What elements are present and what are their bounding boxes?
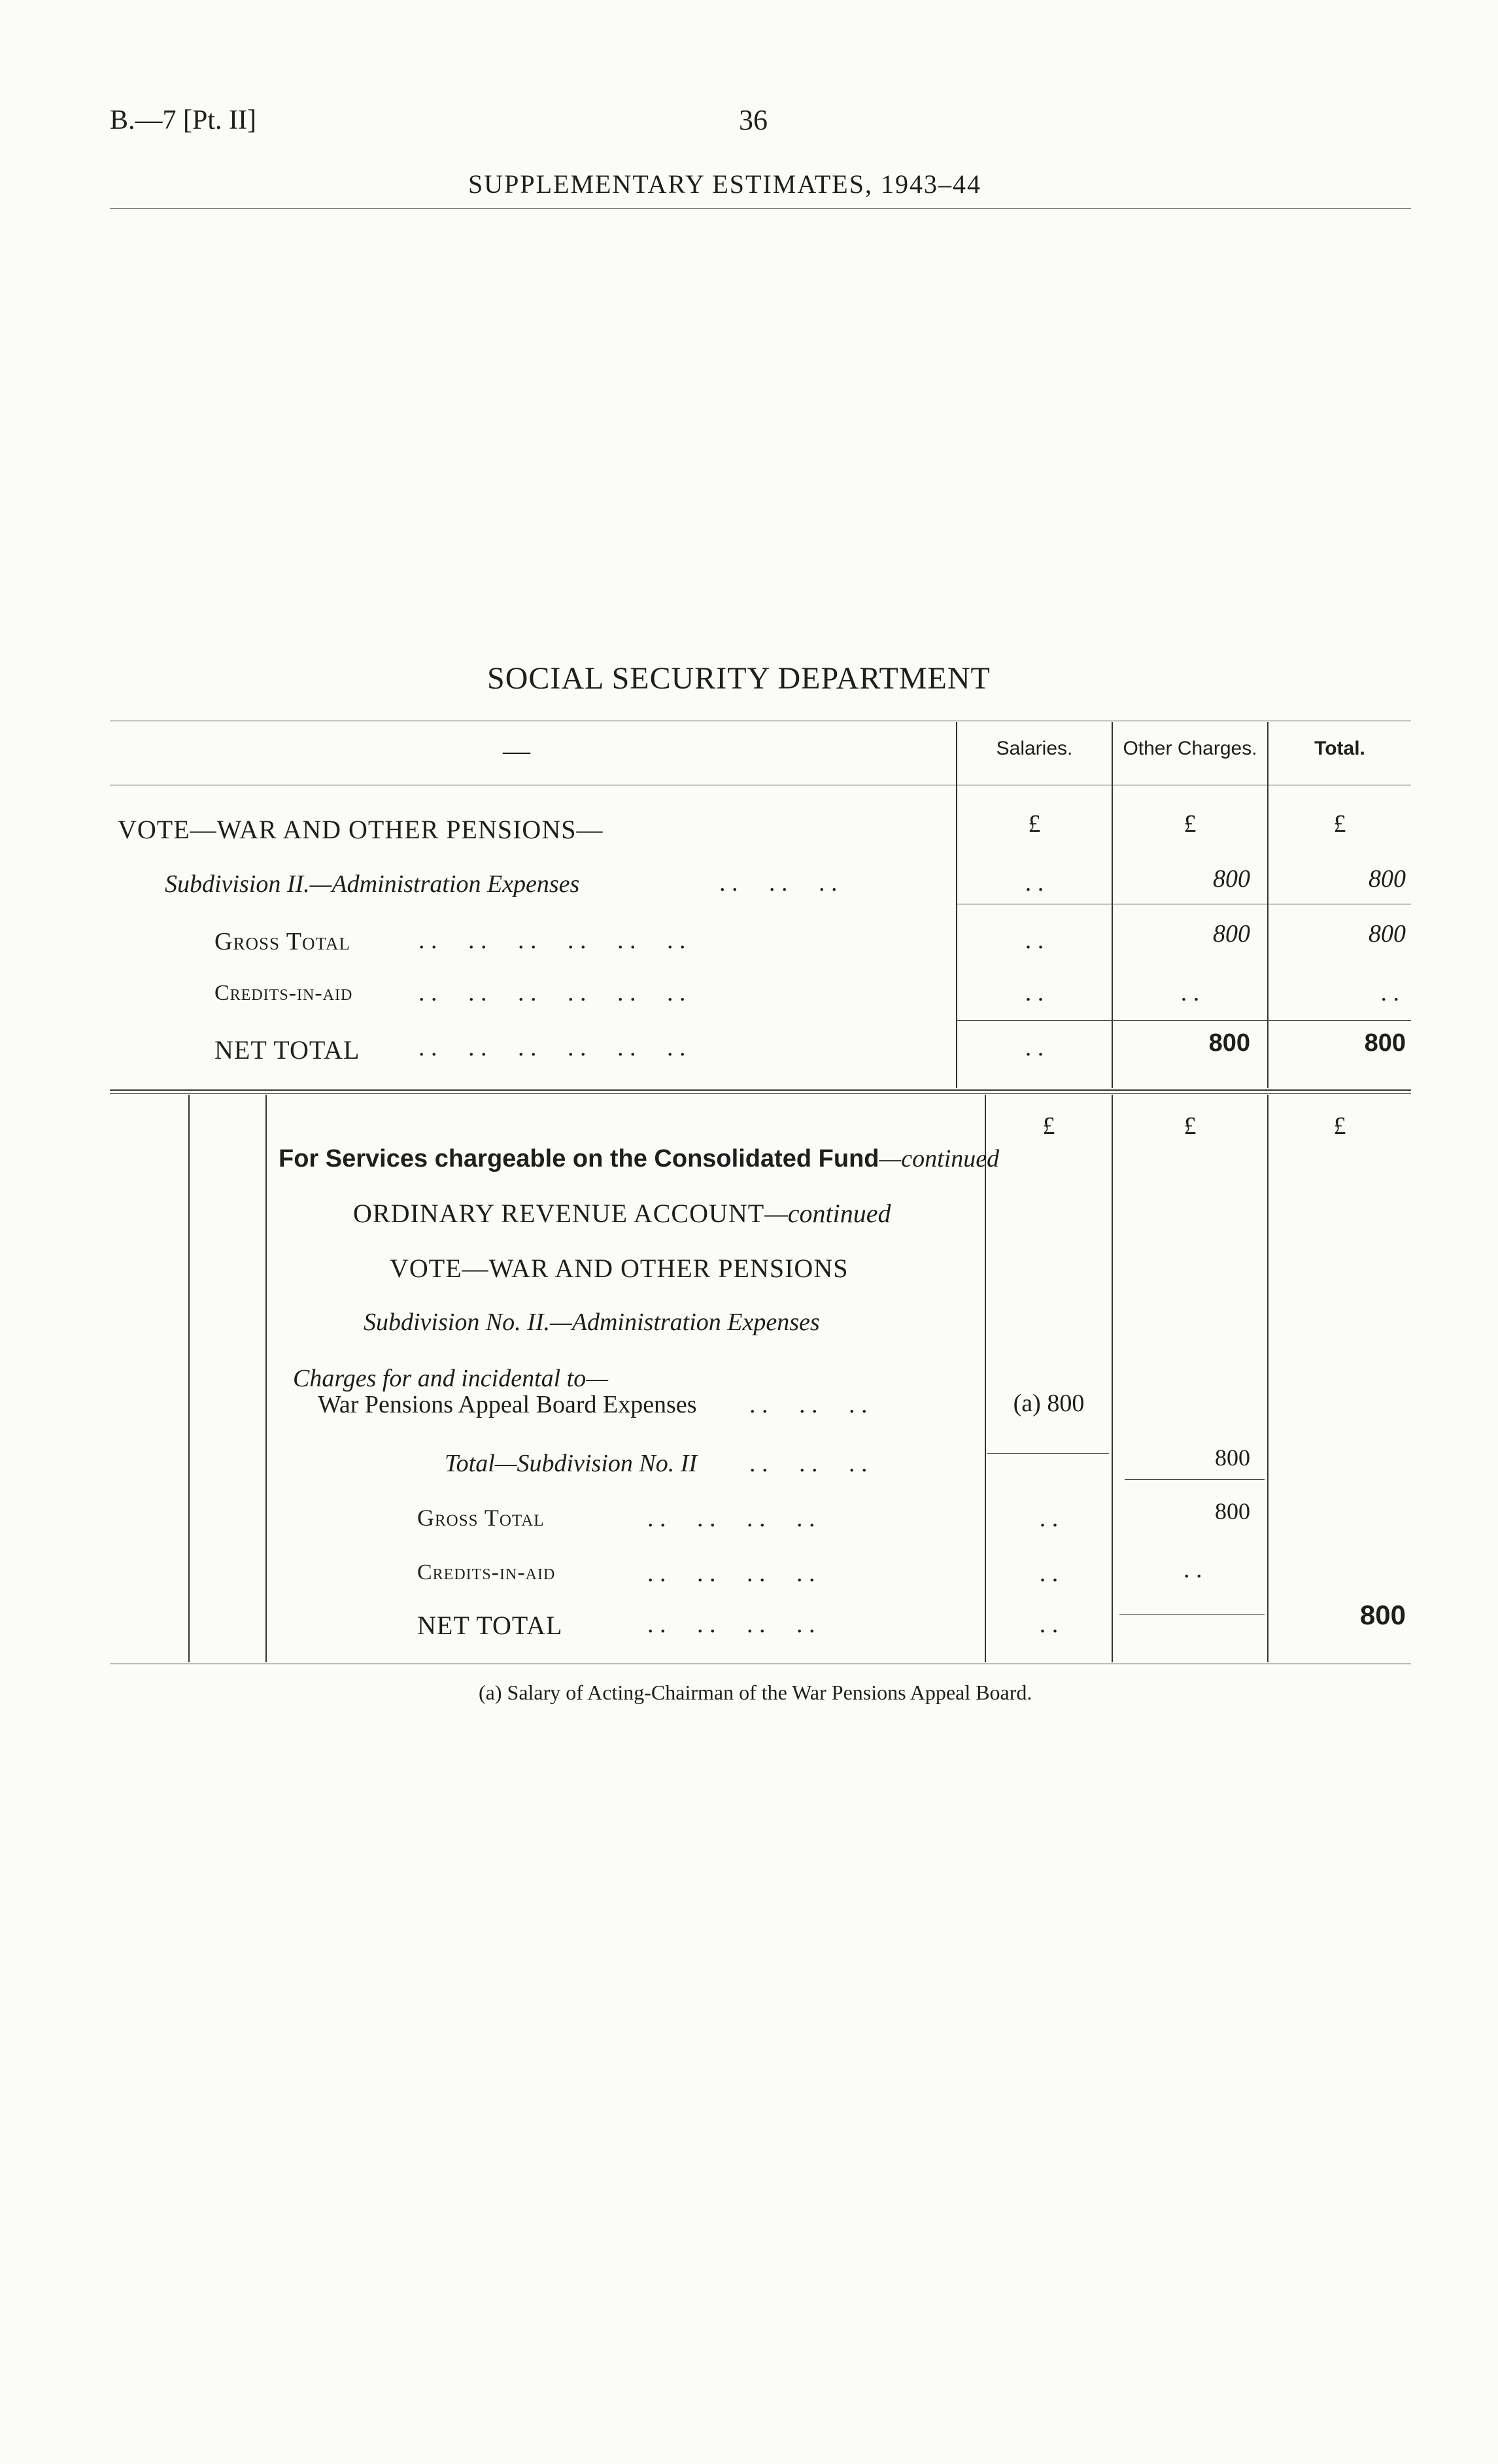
row-credits-label: Credits-in-aid [214,981,353,1005]
table2-subdivision-heading: Subdivision No. II.—Administration Expenses [364,1309,820,1336]
row-subdivision-leader: . . . . . . [719,869,838,897]
table2-gross-total-leader: . . . . . . . . [647,1505,815,1532]
row-gross-total-leader: . . . . . . . . . . . . [418,927,686,954]
running-title: SUPPLEMENTARY ESTIMATES, 1943–44 [468,169,981,199]
account-continued: —continued [764,1199,891,1228]
currency-other: £ [1183,810,1197,838]
row-credits-salaries: . . [1025,979,1044,1006]
row-subdivision-label: Subdivision II.—Administration Expenses [165,870,580,898]
table2-gross-total-label: Gross Total [417,1505,545,1531]
item-war-pensions-salaries: (a) 800 [1013,1390,1085,1417]
currency-salaries: £ [1028,810,1041,838]
table2-left-rule-1 [188,1095,190,1662]
table2-left-rule-2 [265,1095,267,1662]
table2-net-total-total: 800 [1359,1600,1406,1630]
table2-credits-salaries: . . [1039,1560,1059,1587]
row-net-total-leader: . . . . . . . . . . . . [418,1034,686,1061]
row-gross-total-other: 800 [1213,920,1250,948]
footnote: (a) Salary of Acting-Chairman of the War Pensions Appeal Board. [479,1681,1032,1704]
header-rule [110,208,1411,209]
row-credits-other: . . [1180,979,1200,1006]
currency-total: £ [1333,810,1346,838]
item-war-pensions-leader: . . . . . . [749,1391,868,1418]
total-header: Total. [1314,738,1365,759]
table1-bottom-rule [110,1089,1411,1091]
consolidated-fund-heading [279,1144,999,1173]
table2-col-rule-3 [1267,1095,1268,1662]
consolidated-fund-heading-text: For Services chargeable on the Consolidated Fund [279,1145,879,1172]
table2-credits-other: . . [1183,1556,1202,1583]
table1-title: SOCIAL SECURITY DEPARTMENT [487,661,991,696]
table2-top-rule [110,1093,1411,1094]
table2-credits-label: Credits-in-aid [417,1560,556,1584]
table2-vote-heading: VOTE—WAR AND OTHER PENSIONS [390,1254,849,1283]
other-charges-header: Other Charges. [1123,738,1257,759]
row-credits-leader: . . . . . . . . . . . . [418,979,686,1006]
row-gross-total-label: Gross Total [214,928,350,955]
row-subdivision-total: 800 [1369,865,1406,893]
table2-currency-other: £ [1183,1112,1197,1140]
subtotal-label: Total—Subdivision No. II [445,1450,698,1477]
document-reference: B.—7 [Pt. II] [110,105,256,135]
consolidated-fund-continued: —continued [879,1145,1000,1172]
row-net-total-other: 800 [1208,1029,1250,1057]
item-war-pensions-label: War Pensions Appeal Board Expenses [318,1391,697,1418]
row-net-total-label: NET TOTAL [214,1035,360,1065]
account-heading [353,1198,891,1229]
table1-blank-header: — [503,736,530,766]
subtotal-other: 800 [1215,1445,1250,1471]
row-subdivision-other: 800 [1213,865,1250,893]
table2-net-rule [1119,1614,1265,1615]
row-net-total-total: 800 [1364,1029,1406,1057]
table2-currency-salaries: £ [1042,1112,1055,1140]
row-credits-total: . . [1380,979,1399,1006]
table1-mid-rule-2 [957,1020,1411,1021]
table2-subtotal-rule-other [1125,1479,1265,1480]
table2-gross-total-other: 800 [1215,1498,1250,1524]
table2-net-total-leader: . . . . . . . . [647,1611,815,1638]
row-gross-total-salaries: . . [1025,927,1044,954]
row-subdivision-salaries: . . [1025,869,1044,897]
table2-col-rule-2 [1112,1095,1113,1662]
row-net-total-salaries: . . [1025,1034,1044,1061]
table2-gross-total-salaries: . . [1039,1505,1059,1532]
charges-intro: Charges for and incidental to— [293,1365,609,1392]
table2-subtotal-rule-salaries [987,1453,1109,1454]
table2-net-total-label: NET TOTAL [417,1611,563,1640]
row-gross-total-total: 800 [1369,920,1406,948]
table2-credits-leader: . . . . . . . . [647,1560,815,1587]
salaries-header: Salaries. [996,738,1073,759]
table1-vote-label: VOTE—WAR AND OTHER PENSIONS— [118,815,604,844]
subtotal-leader: . . . . . . [749,1450,868,1477]
page-number: 36 [739,104,768,136]
table2-currency-total: £ [1333,1112,1346,1140]
table2-net-total-salaries: . . [1039,1611,1059,1638]
account-heading-text: ORDINARY REVENUE ACCOUNT [353,1199,765,1228]
